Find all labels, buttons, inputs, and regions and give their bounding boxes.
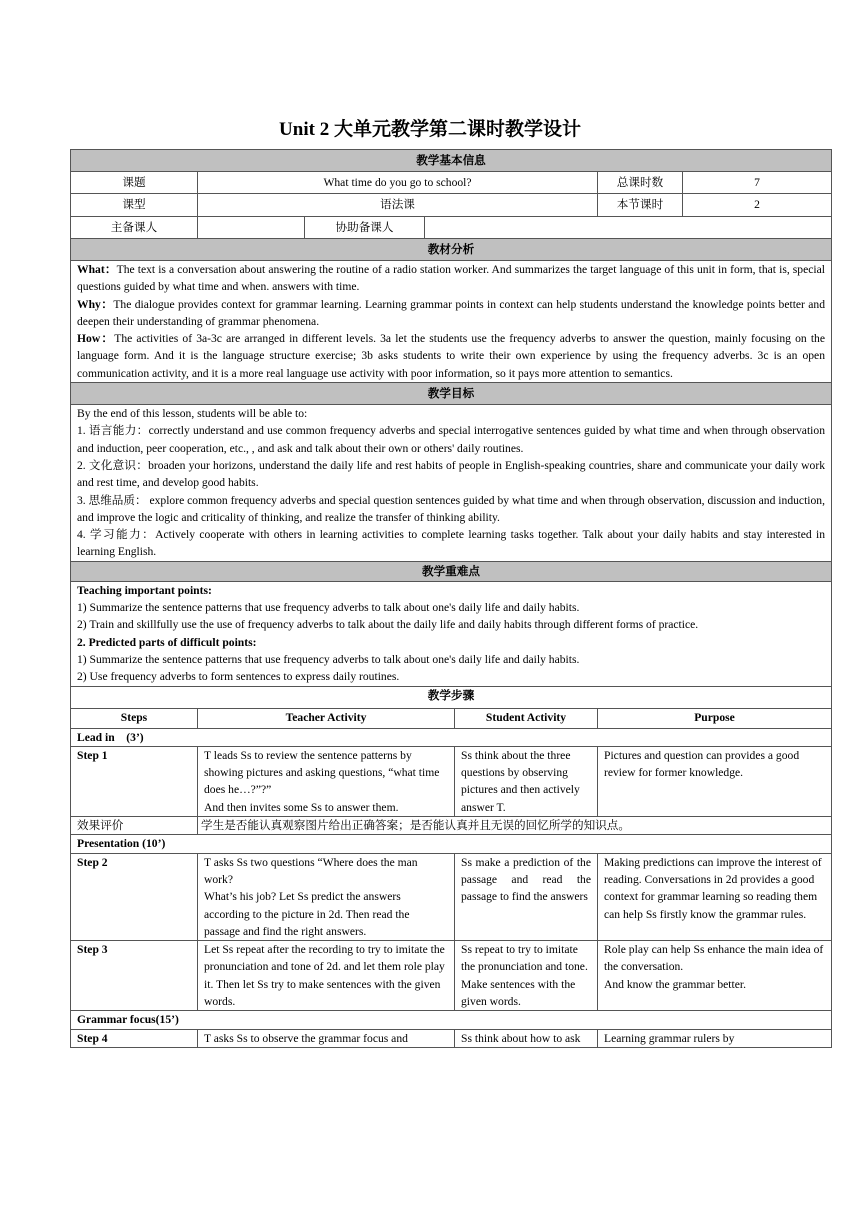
step-4-teacher: T asks Ss to observe the grammar focus and — [198, 1029, 455, 1047]
objective-item: 3. 思维品质： explore common frequency adverbs and special question sentences guided by what time and when through observation, discussion and induction, and improve the logic and criticality of thinking, and realize the transfer of thinking ability. — [77, 493, 825, 524]
objective-item: 2. 文化意识：broaden your horizons, understand the daily life and rest habits of people in English-speaking countries, share and communicate your daily work and rest time, and develop good habits. — [77, 458, 825, 490]
step-4-label: Step 4 — [71, 1029, 198, 1047]
step-2-label: Step 2 — [71, 853, 198, 940]
current-lesson-value: 2 — [683, 194, 832, 217]
basic-info-header: 教学基本信息 — [71, 150, 832, 172]
objective-item: 1. 语言能力：correctly understand and use common frequency adverbs and special interrogative sentences guided by what time and when through observation and induction, peer cooperation, etc., , and ask and talk about their own or others' daily routines. — [77, 424, 825, 455]
step-1-label: Step 1 — [71, 746, 198, 816]
step-1-purpose: Pictures and question can provides a good review for former knowledge. — [598, 746, 832, 816]
topic-value: What time do you go to school? — [198, 172, 598, 194]
analysis-body — [71, 261, 832, 383]
column-student-activity: Student Activity — [455, 708, 598, 728]
current-lesson-label: 本节课时 — [598, 194, 683, 217]
grammar-focus-section: Grammar focus(15’) — [71, 1011, 832, 1029]
column-purpose: Purpose — [598, 708, 832, 728]
step-3-purpose: Role play can help Ss enhance the main idea of the conversation. And know the grammar better. — [598, 941, 832, 1011]
difficult-points-title: 2. Predicted parts of difficult points: — [77, 635, 257, 649]
step-3-label: Step 3 — [71, 941, 198, 1011]
objectives-header: 教学目标 — [71, 383, 832, 405]
topic-label: 课题 — [71, 172, 198, 194]
steps-header: 教学步骤 — [71, 686, 832, 708]
difficult-point-item: 1) Summarize the sentence patterns that use frequency adverbs to talk about one's daily life and daily habits. — [77, 652, 580, 666]
document-title: Unit 2 大单元教学第二课时教学设计 — [279, 119, 581, 140]
step-3-student: Ss repeat to try to imitate the pronunciation and tone. Make sentences with the given words. — [455, 941, 598, 1011]
objective-item: 4. 学习能力：Actively cooperate with others in learning activities to complete learning tasks together. Talk about your daily habits and stay interested in learning English. — [77, 528, 825, 559]
column-teacher-activity: Teacher Activity — [198, 708, 455, 728]
objectives-body — [71, 405, 832, 562]
important-points-title: Teaching important points: — [77, 583, 212, 597]
analysis-header: 教材分析 — [71, 239, 832, 261]
main-teacher-value — [198, 217, 305, 239]
how-label: How： — [77, 332, 115, 346]
column-steps: Steps — [71, 708, 198, 728]
lesson-plan-table — [70, 149, 832, 1048]
step-2-teacher: T asks Ss two questions “Where does the man work? What’s his job? Let Ss predict the answers according to the picture in 2d. Then read the passage and find the right answers. — [198, 853, 455, 940]
step-4-student: Ss think about how to ask — [455, 1029, 598, 1047]
total-hours-value: 7 — [683, 172, 832, 194]
evaluation-label: 效果评价 — [71, 817, 198, 835]
step-3-teacher: Let Ss repeat after the recording to try to imitate the pronunciation and tone of 2d. and let them role play it. Then let Ss try to make sentences with the given words. — [198, 941, 455, 1011]
step-2-purpose: Making predictions can improve the interest of reading. Conversations in 2d provides a good context for grammar learning so reading them can help Ss firstly know the grammar rules. — [598, 853, 832, 940]
step-4-purpose: Learning grammar rulers by — [598, 1029, 832, 1047]
lesson-type-label: 课型 — [71, 194, 198, 217]
presentation-section: Presentation (10’) — [71, 835, 832, 853]
step-1-student: Ss think about the three questions by observing pictures and then actively answer T. — [455, 746, 598, 816]
evaluation-text: 学生是否能认真观察图片给出正确答案；是否能认真并且无误的回忆所学的知识点。 — [198, 817, 832, 835]
how-text: The activities of 3a-3c are arranged in different levels. 3a let the students use the frequency adverbs to answer the question, mainly focusing on the language form. And it is the language structure exercise; 3b asks students to write their own experience by using the frequency adverbs. 3c is an open communication activity, and it is a more real language use activity with poor information, so it pays more attention to semantics. — [77, 332, 825, 380]
what-label: What： — [77, 263, 117, 276]
lead-in-section: Lead in (3’) — [71, 728, 832, 746]
step-1-teacher: T leads Ss to review the sentence patterns by showing pictures and asking questions, “what time does he…?”?” And then invites some Ss to answer them. — [198, 746, 455, 816]
key-points-header: 教学重难点 — [71, 561, 832, 581]
why-label: Why： — [77, 297, 114, 311]
total-hours-label: 总课时数 — [598, 172, 683, 194]
step-2-student: Ss make a prediction of the passage and read the passage to find the answers — [455, 853, 598, 940]
important-point-item: 1) Summarize the sentence patterns that use frequency adverbs to talk about one's daily life and daily habits. — [77, 601, 580, 615]
lesson-type-value: 语法课 — [198, 194, 598, 217]
objectives-intro: By the end of this lesson, students will be able to: — [77, 407, 308, 421]
what-text: The text is a conversation about answering the routine of a radio station worker. And summarizes the target language of this unit in form, that is, special questions guided by what time and when. answers with time. — [77, 263, 825, 294]
difficult-point-item: 2) Use frequency adverbs to form sentences to express daily routines. — [77, 670, 400, 684]
assist-teacher-value — [425, 217, 832, 239]
key-points-body — [71, 581, 832, 686]
main-teacher-label: 主备课人 — [71, 217, 198, 239]
why-text: The dialogue provides context for grammar learning. Learning grammar points in context can help students understand the knowledge points better and deepen their understanding of grammar phenomena. — [77, 297, 826, 328]
assist-teacher-label: 协助备课人 — [305, 217, 425, 239]
important-point-item: 2) Train and skillfully use the use of frequency adverbs to talk about the daily life and daily habits through different forms of practice. — [77, 618, 699, 632]
